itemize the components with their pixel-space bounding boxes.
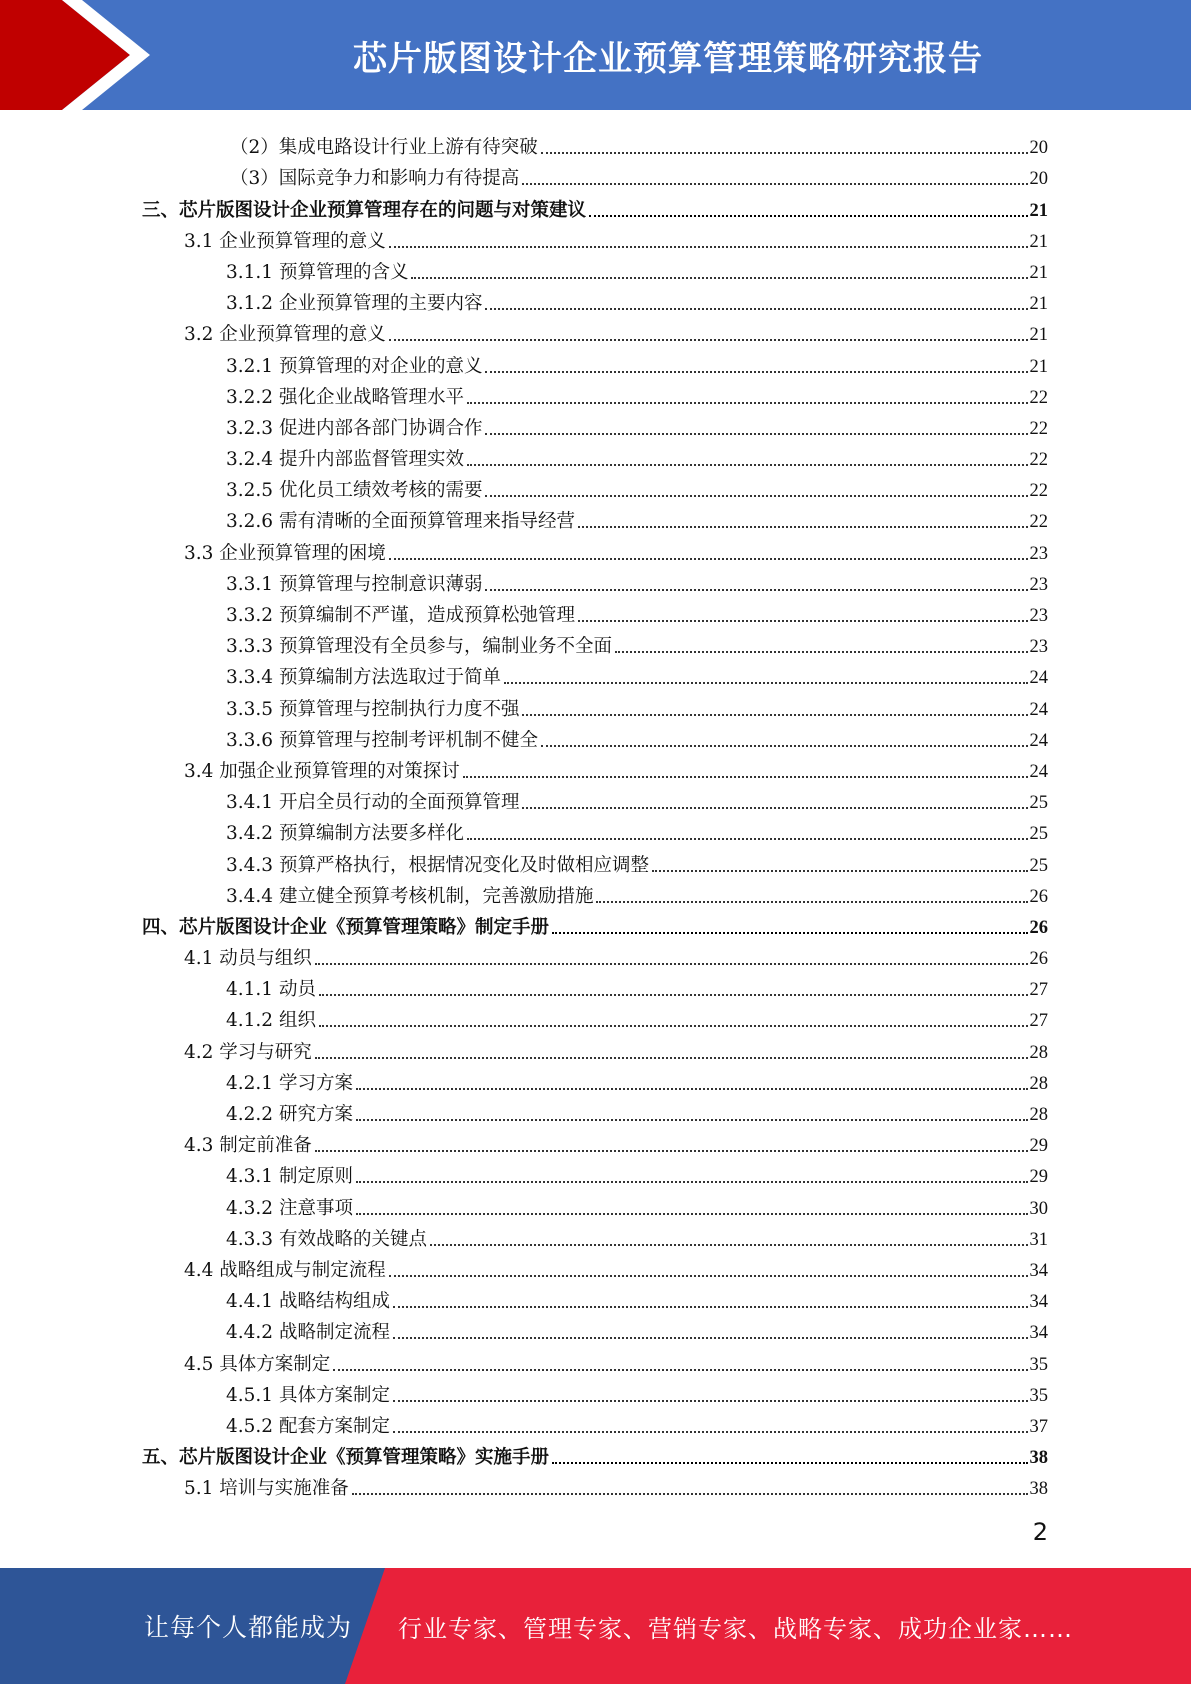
toc-entry-label: 4.2 学习与研究 xyxy=(184,1041,312,1063)
toc-entry[interactable] xyxy=(142,1313,1048,1344)
toc-entry[interactable] xyxy=(142,1032,1048,1063)
toc-leader-dots xyxy=(463,775,1028,778)
toc-entry[interactable] xyxy=(142,128,1048,159)
toc-entry-label: 3.4.4 建立健全预算考核机制，完善激励措施 xyxy=(226,885,594,907)
toc-entry-page: 23 xyxy=(1029,637,1048,658)
toc-entry-page: 29 xyxy=(1029,1136,1048,1157)
toc-leader-dots xyxy=(430,1243,1028,1246)
toc-leader-dots xyxy=(333,1368,1027,1371)
toc-entry-label: 3.3.5 预算管理与控制执行力度不强 xyxy=(226,698,520,720)
toc-entry-label: 3.2.3 促进内部各部门协调合作 xyxy=(226,417,483,439)
toc-leader-dots xyxy=(485,307,1027,310)
toc-entry[interactable] xyxy=(142,502,1048,533)
toc-entry[interactable] xyxy=(142,1001,1048,1032)
toc-entry-label: 4.4.2 战略制定流程 xyxy=(226,1322,390,1344)
toc-leader-dots xyxy=(319,1024,1028,1027)
toc-entry[interactable] xyxy=(142,1469,1048,1500)
toc-entry-page: 23 xyxy=(1029,606,1048,626)
toc-entry[interactable] xyxy=(142,658,1048,689)
toc-entry-page: 21 xyxy=(1029,356,1048,377)
toc-entry-page: 22 xyxy=(1029,512,1048,533)
toc-entry[interactable] xyxy=(142,970,1048,1001)
toc-entry-label: 4.3.3 有效战略的关键点 xyxy=(226,1228,427,1250)
toc-entry-label: 4.5.1 具体方案制定 xyxy=(226,1384,390,1406)
toc-entry[interactable] xyxy=(142,721,1048,752)
toc-entry-page: 30 xyxy=(1029,1198,1048,1219)
toc-entry-page: 34 xyxy=(1029,1260,1048,1281)
toc-leader-dots xyxy=(356,1180,1028,1183)
toc-leader-dots xyxy=(356,1118,1028,1121)
toc-entry[interactable] xyxy=(142,689,1048,720)
toc-entry-page: 27 xyxy=(1029,1011,1048,1032)
toc-entry[interactable] xyxy=(142,471,1048,502)
toc-leader-dots xyxy=(315,1056,1028,1059)
toc-entry-label: （3）国际竞争力和影响力有待提高 xyxy=(230,168,520,190)
toc-leader-dots xyxy=(589,214,1027,217)
toc-entry-label: 4.3.2 注意事项 xyxy=(226,1197,353,1219)
toc-entry[interactable] xyxy=(142,315,1048,346)
page-number: 2 xyxy=(1032,1518,1048,1546)
toc-entry-page: 21 xyxy=(1029,294,1048,315)
toc-entry-label: 4.1.2 组织 xyxy=(226,1010,316,1032)
toc-leader-dots xyxy=(522,806,1027,809)
toc-entry-page: 25 xyxy=(1029,855,1048,876)
toc-entry-page: 22 xyxy=(1029,387,1048,408)
toc-entry-page: 31 xyxy=(1029,1229,1048,1250)
toc-entry-label: 五、芯片版图设计企业《预算管理策略》实施手册 xyxy=(142,1447,550,1469)
toc-entry-label: 5.1 培训与实施准备 xyxy=(184,1478,349,1500)
footer-slogan-right: 行业专家、管理专家、营销专家、战略专家、成功企业家…… xyxy=(398,1614,1073,1643)
toc-entry-label: 3.2 企业预算管理的意义 xyxy=(184,324,386,346)
toc-entry-label: 3.4.2 预算编制方法要多样化 xyxy=(226,823,464,845)
toc-entry-label: 4.4.1 战略结构组成 xyxy=(226,1291,390,1313)
toc-entry-page: 29 xyxy=(1029,1167,1048,1188)
toc-leader-dots xyxy=(485,432,1027,435)
toc-leader-dots xyxy=(393,1305,1028,1308)
toc-entry-page: 24 xyxy=(1029,668,1048,689)
toc-entry-page: 20 xyxy=(1029,169,1048,190)
toc-leader-dots xyxy=(319,993,1028,996)
toc-entry-label: 四、芯片版图设计企业《预算管理策略》制定手册 xyxy=(142,916,550,938)
toc-entry-label: 4.2.2 研究方案 xyxy=(226,1104,353,1125)
toc-leader-dots xyxy=(522,182,1027,185)
toc-entry-page: 38 xyxy=(1029,1479,1048,1500)
toc-leader-dots xyxy=(467,837,1028,840)
toc-entry[interactable] xyxy=(142,378,1048,409)
toc-entry-label: 4.3.1 制定原则 xyxy=(226,1166,353,1188)
toc-entry[interactable] xyxy=(142,939,1048,970)
toc-leader-dots xyxy=(389,557,1028,560)
toc-entry[interactable] xyxy=(142,190,1048,221)
toc-entry[interactable] xyxy=(142,596,1048,627)
toc-entry-label: 3.2.1 预算管理的对企业的意义 xyxy=(226,355,483,377)
toc-leader-dots xyxy=(393,1430,1028,1433)
toc-entry-label: 3.2.5 优化员工绩效考核的需要 xyxy=(226,480,483,502)
toc-entry-page: 21 xyxy=(1029,262,1048,283)
toc-leader-dots xyxy=(541,151,1028,154)
toc-entry[interactable] xyxy=(142,908,1048,939)
toc-entry-page: 22 xyxy=(1029,450,1048,471)
toc-leader-dots xyxy=(596,900,1027,903)
toc-leader-dots xyxy=(389,338,1028,341)
toc-leader-dots xyxy=(411,276,1027,279)
toc-entry-page: 20 xyxy=(1029,138,1048,159)
toc-leader-dots xyxy=(389,245,1028,248)
toc-leader-dots xyxy=(315,1149,1028,1152)
toc-leader-dots xyxy=(389,1274,1028,1277)
page-footer xyxy=(0,1568,1191,1684)
toc-entry[interactable] xyxy=(142,1282,1048,1313)
toc-entry[interactable] xyxy=(142,814,1048,845)
toc-leader-dots xyxy=(352,1492,1028,1495)
footer-slogan-left: 让每个人都能成为 xyxy=(144,1613,353,1642)
toc-leader-dots xyxy=(578,525,1028,528)
toc-entry-label: （2）集成电路设计行业上游有待突破 xyxy=(230,137,538,159)
toc-entry[interactable] xyxy=(142,533,1048,564)
toc-entry[interactable] xyxy=(142,1157,1048,1188)
toc-entry-label: 3.1 企业预算管理的意义 xyxy=(184,230,386,252)
toc-entry[interactable] xyxy=(142,284,1048,315)
toc-entry-label: 3.3.2 预算编制不严谨，造成预算松弛管理 xyxy=(226,605,575,626)
toc-entry-label: 4.5 具体方案制定 xyxy=(184,1353,331,1375)
toc-entry[interactable] xyxy=(142,253,1048,284)
toc-entry-page: 34 xyxy=(1029,1292,1048,1313)
toc-entry[interactable] xyxy=(142,1438,1048,1469)
toc-entry[interactable] xyxy=(142,409,1048,440)
toc-entry-page: 24 xyxy=(1029,761,1048,782)
toc-entry[interactable] xyxy=(142,222,1048,253)
toc-leader-dots xyxy=(615,650,1028,653)
toc-entry-label: 3.4.1 开启全员行动的全面预算管理 xyxy=(226,792,520,814)
toc-entry-page: 21 xyxy=(1029,231,1048,252)
toc-entry[interactable] xyxy=(142,1376,1048,1407)
toc-entry[interactable] xyxy=(142,440,1048,471)
toc-entry-label: 3.3.4 预算编制方法选取过于简单 xyxy=(226,667,501,689)
toc-entry-label: 3.3.1 预算管理与控制意识薄弱 xyxy=(226,573,483,595)
toc-entry-page: 26 xyxy=(1029,886,1048,907)
toc-entry-label: 4.5.2 配套方案制定 xyxy=(226,1415,390,1437)
toc-entry[interactable] xyxy=(142,1251,1048,1282)
toc-entry-page: 21 xyxy=(1029,200,1048,221)
toc-entry-page: 26 xyxy=(1029,917,1048,938)
toc-entry-page: 28 xyxy=(1029,1042,1048,1063)
toc-entry[interactable] xyxy=(142,1064,1048,1095)
toc-entry-page: 34 xyxy=(1029,1323,1048,1344)
toc-entry-label: 3.1.1 预算管理的含义 xyxy=(226,261,409,283)
toc-leader-dots xyxy=(393,1336,1028,1339)
toc-entry-page: 26 xyxy=(1029,949,1048,970)
toc-entry[interactable] xyxy=(142,627,1048,658)
toc-entry-label: 3.4 加强企业预算管理的对策探讨 xyxy=(184,760,460,782)
toc-entry-page: 38 xyxy=(1029,1448,1048,1469)
toc-leader-dots xyxy=(356,1087,1028,1090)
toc-entry[interactable] xyxy=(142,1220,1048,1251)
toc-leader-dots xyxy=(504,681,1028,684)
toc-entry-label: 3.2.2 强化企业战略管理水平 xyxy=(226,386,464,408)
toc-entry-label: 3.3 企业预算管理的困境 xyxy=(184,542,386,564)
toc-entry-label: 3.1.2 企业预算管理的主要内容 xyxy=(226,293,483,315)
toc-entry[interactable] xyxy=(142,346,1048,377)
toc-entry[interactable] xyxy=(142,752,1048,783)
toc-leader-dots xyxy=(552,1461,1027,1464)
toc-entry-page: 24 xyxy=(1029,699,1048,720)
toc-entry-label: 3.2.4 提升内部监督管理实效 xyxy=(226,449,464,471)
toc-entry-page: 22 xyxy=(1029,418,1048,439)
toc-entry-label: 3.4.3 预算严格执行，根据情况变化及时做相应调整 xyxy=(226,854,649,876)
toc-entry-label: 3.3.6 预算管理与控制考评机制不健全 xyxy=(226,729,538,751)
toc-leader-dots xyxy=(552,931,1027,934)
toc-entry[interactable] xyxy=(142,1344,1048,1375)
table-of-contents xyxy=(142,128,1048,1500)
toc-entry-page: 35 xyxy=(1029,1354,1048,1375)
toc-entry-page: 21 xyxy=(1029,325,1048,346)
toc-leader-dots xyxy=(522,713,1027,716)
document-title: 芯片版图设计企业预算管理策略研究报告 xyxy=(353,38,983,79)
toc-entry-label: 4.2.1 学习方案 xyxy=(226,1072,353,1094)
toc-entry-page: 37 xyxy=(1029,1416,1048,1437)
toc-entry-page: 35 xyxy=(1029,1385,1048,1406)
toc-entry-label: 4.4 战略组成与制定流程 xyxy=(184,1259,386,1281)
toc-entry-page: 25 xyxy=(1029,793,1048,814)
toc-entry-label: 3.3.3 预算管理没有全员参与，编制业务不全面 xyxy=(226,636,612,658)
toc-entry[interactable] xyxy=(142,1407,1048,1438)
toc-leader-dots xyxy=(541,744,1028,747)
toc-entry-label: 3.2.6 需有清晰的全面预算管理来指导经营 xyxy=(226,511,575,533)
toc-leader-dots xyxy=(315,962,1028,965)
toc-leader-dots xyxy=(652,869,1028,872)
toc-leader-dots xyxy=(485,494,1027,497)
toc-entry[interactable] xyxy=(142,877,1048,908)
toc-entry-page: 23 xyxy=(1029,543,1048,564)
toc-entry-label: 4.1.1 动员 xyxy=(226,979,316,1001)
toc-leader-dots xyxy=(578,619,1028,622)
toc-entry[interactable] xyxy=(142,565,1048,596)
page-header xyxy=(0,0,1191,110)
toc-leader-dots xyxy=(485,370,1027,373)
toc-entry-label: 三、芯片版图设计企业预算管理存在的问题与对策建议 xyxy=(142,199,587,221)
toc-entry-label: 4.3 制定前准备 xyxy=(184,1135,312,1157)
toc-entry[interactable] xyxy=(142,1188,1048,1219)
toc-entry-label: 4.1 动员与组织 xyxy=(184,948,312,970)
toc-leader-dots xyxy=(485,588,1027,591)
toc-entry-page: 27 xyxy=(1029,980,1048,1001)
toc-entry[interactable] xyxy=(142,845,1048,876)
toc-entry[interactable] xyxy=(142,1095,1048,1126)
toc-leader-dots xyxy=(467,463,1028,466)
toc-entry[interactable] xyxy=(142,1126,1048,1157)
toc-entry-page: 24 xyxy=(1029,730,1048,751)
toc-leader-dots xyxy=(467,401,1028,404)
toc-entry-page: 28 xyxy=(1029,1073,1048,1094)
toc-entry[interactable] xyxy=(142,159,1048,190)
toc-entry-page: 25 xyxy=(1029,824,1048,845)
toc-leader-dots xyxy=(393,1399,1028,1402)
toc-leader-dots xyxy=(356,1212,1028,1215)
toc-entry[interactable] xyxy=(142,783,1048,814)
toc-entry-page: 28 xyxy=(1029,1105,1048,1125)
toc-entry-page: 23 xyxy=(1029,574,1048,595)
toc-entry-page: 22 xyxy=(1029,481,1048,502)
